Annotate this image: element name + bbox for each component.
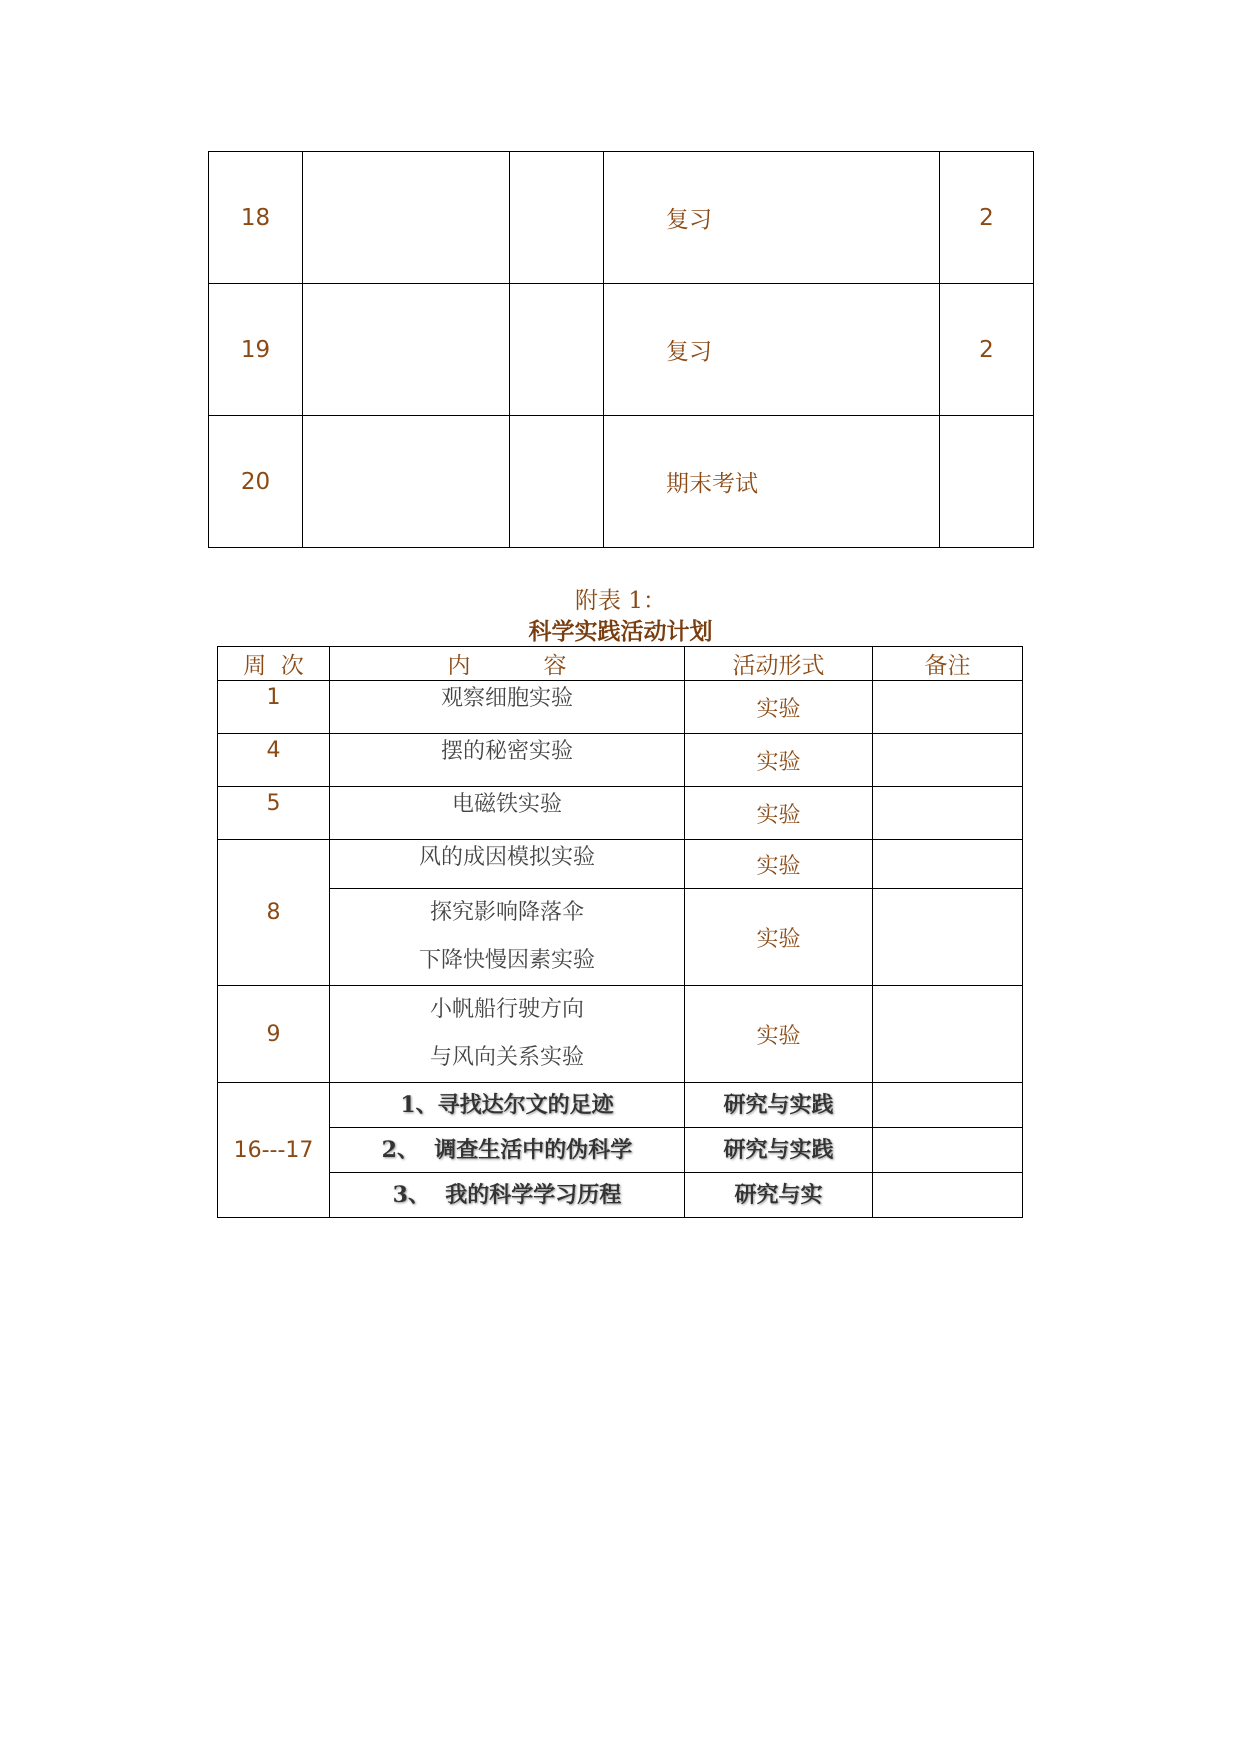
content-cell: 复习 (604, 152, 940, 284)
hours-cell: 2 (940, 152, 1034, 284)
week-cell: 8 (218, 840, 330, 986)
hours-cell (940, 416, 1034, 548)
form-cell: 研究与实践 (685, 1128, 873, 1173)
note-cell (873, 986, 1023, 1083)
empty-cell (303, 152, 510, 284)
week-cell: 1 (218, 681, 330, 734)
week-cell: 4 (218, 734, 330, 787)
table-row (218, 1173, 1023, 1218)
table-row (209, 152, 1034, 284)
header-content: 内 容 (330, 647, 685, 681)
header-form: 活动形式 (685, 647, 873, 681)
content-line: 与风向关系实验 (429, 1045, 584, 1070)
content-line: 下降快慢因素实验 (418, 948, 595, 973)
note-cell (873, 681, 1023, 734)
content-cell (330, 986, 685, 1083)
table-row (218, 681, 1023, 734)
table-row (209, 284, 1034, 416)
table-row (218, 787, 1023, 840)
table-row (218, 734, 1023, 787)
appendix-label: 附表 1： (575, 588, 666, 614)
table-header-row (218, 647, 1023, 681)
empty-cell (510, 284, 604, 416)
empty-cell (510, 152, 604, 284)
form-cell: 研究与实 (685, 1173, 873, 1218)
table-row (218, 1083, 1023, 1128)
form-cell: 实验 (685, 889, 873, 986)
week-cell: 5 (218, 787, 330, 840)
note-cell (873, 889, 1023, 986)
content-cell: 观察细胞实验 (330, 681, 685, 734)
table-row (209, 416, 1034, 548)
activity-plan-table (217, 646, 1023, 1218)
form-cell: 实验 (685, 840, 873, 889)
table-row (218, 986, 1023, 1083)
empty-cell (303, 284, 510, 416)
form-cell: 实验 (685, 734, 873, 787)
schedule-table (208, 151, 1034, 548)
note-cell (873, 1173, 1023, 1218)
form-cell: 实验 (685, 681, 873, 734)
content-cell: 风的成因模拟实验 (330, 840, 685, 889)
note-cell (873, 734, 1023, 787)
week-cell: 16---17 (218, 1083, 330, 1218)
header-week: 周 次 (218, 647, 330, 681)
header-note: 备注 (873, 647, 1023, 681)
content-cell: 3、 我的科学学习历程 (330, 1173, 685, 1218)
table-row (218, 889, 1023, 986)
note-cell (873, 1128, 1023, 1173)
note-cell (873, 840, 1023, 889)
week-cell: 9 (218, 986, 330, 1083)
content-cell (330, 889, 685, 986)
note-cell (873, 787, 1023, 840)
week-cell: 19 (209, 284, 303, 416)
note-cell (873, 1083, 1023, 1128)
content-line: 探究影响降落伞 (429, 900, 584, 925)
appendix-title: 科学实践活动计划 (528, 618, 713, 645)
hours-cell: 2 (940, 284, 1034, 416)
form-cell: 研究与实践 (685, 1083, 873, 1128)
content-cell: 电磁铁实验 (330, 787, 685, 840)
form-cell: 实验 (685, 787, 873, 840)
week-cell: 20 (209, 416, 303, 548)
content-cell: 2、 调查生活中的伪科学 (330, 1128, 685, 1173)
form-cell: 实验 (685, 986, 873, 1083)
empty-cell (303, 416, 510, 548)
content-cell: 1、寻找达尔文的足迹 (330, 1083, 685, 1128)
table-row (218, 1128, 1023, 1173)
table-row (218, 840, 1023, 889)
week-cell: 18 (209, 152, 303, 284)
content-line: 小帆船行驶方向 (429, 997, 584, 1022)
content-cell: 复习 (604, 284, 940, 416)
content-cell: 期末考试 (604, 416, 940, 548)
content-cell: 摆的秘密实验 (330, 734, 685, 787)
empty-cell (510, 416, 604, 548)
